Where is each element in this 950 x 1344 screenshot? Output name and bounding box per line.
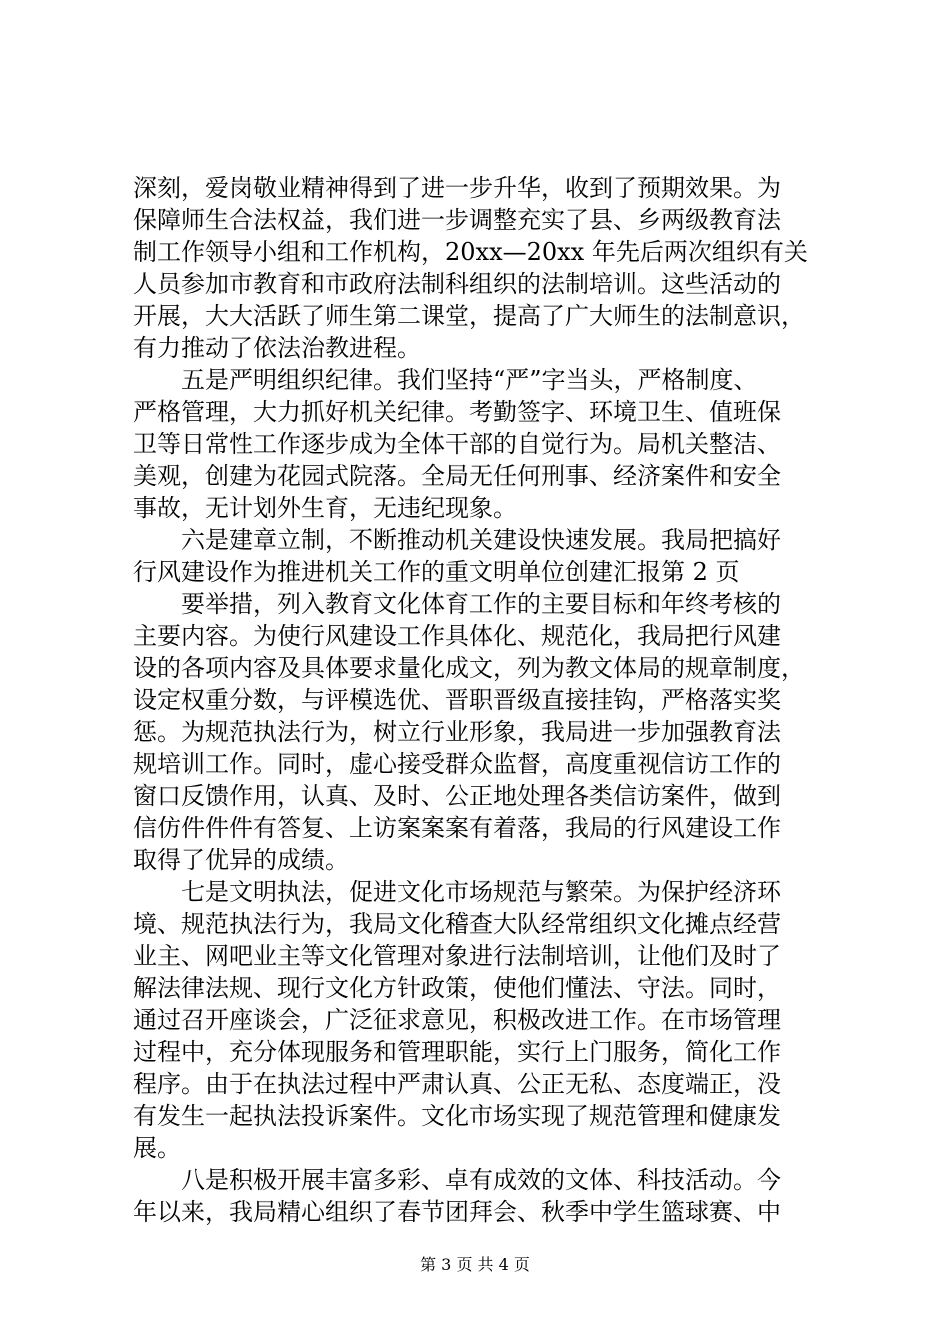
text-line: 有力推动了依法治教进程。 — [133, 334, 421, 362]
text-line: 行风建设作为推进机关工作的重文明单位创建汇报第 2 页 — [133, 558, 740, 586]
text-line: 开展，大大活跃了师生第二课堂，提高了广大师生的法制意识， — [133, 302, 805, 330]
text-line: 要举措，列入教育文化体育工作的主要目标和年终考核的 — [181, 590, 781, 618]
text-line: 制工作领导小组和工作机构，20xx—20xx 年先后两次组织有关 — [133, 238, 808, 266]
text-line: 年以来，我局精心组织了春节团拜会、秋季中学生篮球赛、中 — [133, 1198, 781, 1226]
text-line: 严格管理，大力抓好机关纪律。考勤签字、环境卫生、值班保 — [133, 398, 781, 426]
text-line: 解法律法规、现行文化方针政策，使他们懂法、守法。同时， — [133, 974, 781, 1002]
text-line: 窗口反馈作用，认真、及时、公正地处理各类信访案件，做到 — [133, 782, 781, 810]
text-line: 事故，无计划外生育，无违纪现象。 — [133, 494, 517, 522]
text-line: 八是积极开展丰富多彩、卓有成效的文体、科技活动。今 — [181, 1166, 781, 1194]
text-line: 通过召开座谈会，广泛征求意见，积极改进工作。在市场管理 — [133, 1006, 781, 1034]
text-line: 信仿件件件有答复、上访案案案有着落，我局的行风建设工作 — [133, 814, 781, 842]
text-line: 规培训工作。同时，虚心接受群众监督，高度重视信访工作的 — [133, 750, 781, 778]
text-line: 程序。由于在执法过程中严肃认真、公正无私、态度端正，没 — [133, 1070, 781, 1098]
text-line: 主要内容。为使行风建设工作具体化、规范化，我局把行风建 — [133, 622, 781, 650]
text-line: 人员参加市教育和市政府法制科组织的法制培训。这些活动的 — [133, 270, 781, 298]
body-text — [133, 172, 833, 1228]
text-line: 境、规范执法行为，我局文化稽查大队经常组织文化摊点经营 — [133, 910, 781, 938]
text-line: 六是建章立制，不断推动机关建设快速发展。我局把搞好 — [181, 526, 781, 554]
text-line: 有发生一起执法投诉案件。文化市场实现了规范管理和健康发 — [133, 1102, 781, 1130]
text-line: 展。 — [133, 1134, 181, 1162]
page-footer: 第 3 页 共 4 页 — [420, 1255, 530, 1274]
text-line: 过程中，充分体现服务和管理职能，实行上门服务，简化工作 — [133, 1038, 781, 1066]
text-line: 保障师生合法权益，我们进一步调整充实了县、乡两级教育法 — [133, 206, 781, 234]
text-line: 美观，创建为花园式院落。全局无任何刑事、经济案件和安全 — [133, 462, 781, 490]
text-line: 惩。为规范执法行为，树立行业形象，我局进一步加强教育法 — [133, 718, 781, 746]
text-line: 五是严明组织纪律。我们坚持“严”字当头，严格制度、 — [181, 366, 758, 394]
text-line: 七是文明执法，促进文化市场规范与繁荣。为保护经济环 — [181, 878, 781, 906]
text-line: 设的各项内容及具体要求量化成文，列为教文体局的规章制度， — [133, 654, 805, 682]
text-line: 业主、网吧业主等文化管理对象进行法制培训，让他们及时了 — [133, 942, 781, 970]
text-line: 卫等日常性工作逐步成为全体干部的自觉行为。局机关整洁、 — [133, 430, 781, 458]
text-line: 设定权重分数，与评模选优、晋职晋级直接挂钩，严格落实奖 — [133, 686, 781, 714]
text-line: 取得了优异的成绩。 — [133, 846, 349, 874]
text-line: 深刻，爱岗敬业精神得到了进一步升华，收到了预期效果。为 — [133, 174, 781, 202]
